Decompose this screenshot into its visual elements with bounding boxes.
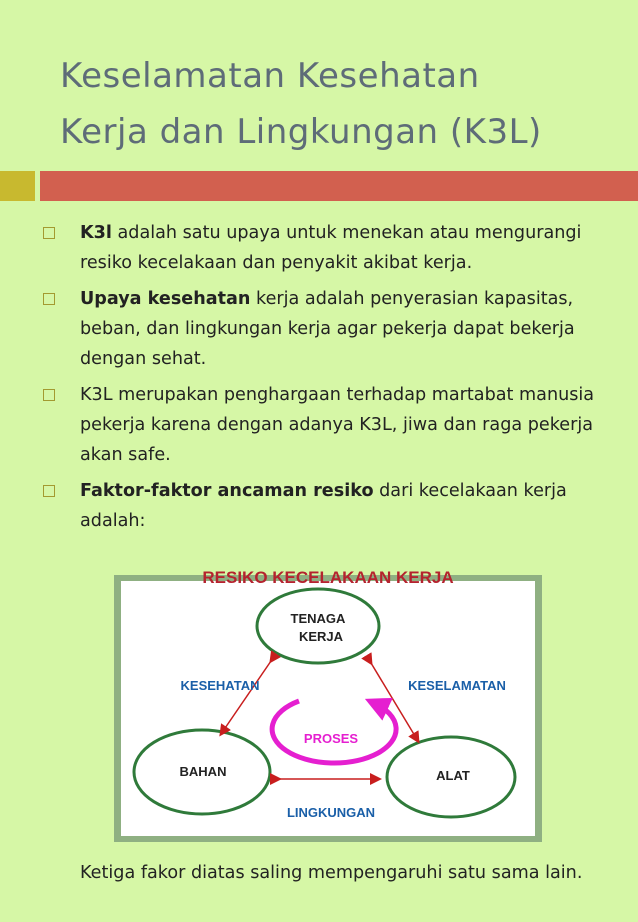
edge-label-kesehatan: KESEHATAN (180, 678, 260, 693)
edge-label-lingkungan: LINGKUNGAN (286, 805, 376, 820)
arrow-top-left (221, 661, 271, 734)
page-title (60, 48, 620, 160)
accent-bar-gold (0, 171, 35, 201)
bullet-bold-text: Faktor-faktor ancaman resiko (80, 481, 374, 501)
diagram-header-text: RESIKO KECELAKAAN KERJA (202, 568, 454, 587)
process-label: PROSES (303, 731, 359, 746)
bullet-item (36, 218, 616, 278)
bullet-text: dari kecelakaan kerja adalah: (80, 481, 567, 531)
bullet-list (36, 218, 616, 542)
risk-diagram-svg (121, 568, 535, 836)
bullet-text: K3L merupakan penghargaan terhadap martabat manusia pekerja karena dengan adanya K3L, jiwa dan raga pekerja akan safe. (80, 385, 595, 465)
square-bullet-icon (43, 293, 55, 305)
square-bullet-icon (43, 485, 55, 497)
square-bullet-icon (43, 227, 55, 239)
node-alat-label: ALAT (436, 768, 470, 783)
node-tenaga-label-1: TENAGA (290, 611, 346, 626)
closing-text: Ketiga fakor diatas saling mempengaruhi satu sama lain. (80, 863, 583, 883)
bullet-item (36, 380, 616, 470)
node-tenaga-label-2: KERJA (298, 629, 344, 644)
title-line-1: Keselamatan Kesehatan (60, 56, 480, 96)
risk-diagram (121, 568, 535, 836)
edge-label-keselamatan: KESELAMATAN (408, 678, 506, 693)
bullet-item (36, 476, 616, 536)
bullet-bold-text: K3l (80, 223, 112, 243)
bullet-bold-text: Upaya kesehatan (80, 289, 251, 309)
accent-bar-red (40, 171, 638, 201)
square-bullet-icon (43, 389, 55, 401)
bullet-text: kerja adalah penyerasian kapasitas, beban, dan lingkungan kerja agar pekerja dapat bekerja dengan sehat. (80, 289, 575, 369)
node-tenaga-kerja (257, 589, 379, 663)
node-bahan-label: BAHAN (179, 764, 227, 779)
bullet-item (36, 284, 616, 374)
bullet-text: adalah satu upaya untuk menekan atau mengurangi resiko kecelakaan dan penyakit akibat kerja. (80, 223, 582, 273)
title-line-2: Kerja dan Lingkungan (K3L) (60, 112, 542, 152)
